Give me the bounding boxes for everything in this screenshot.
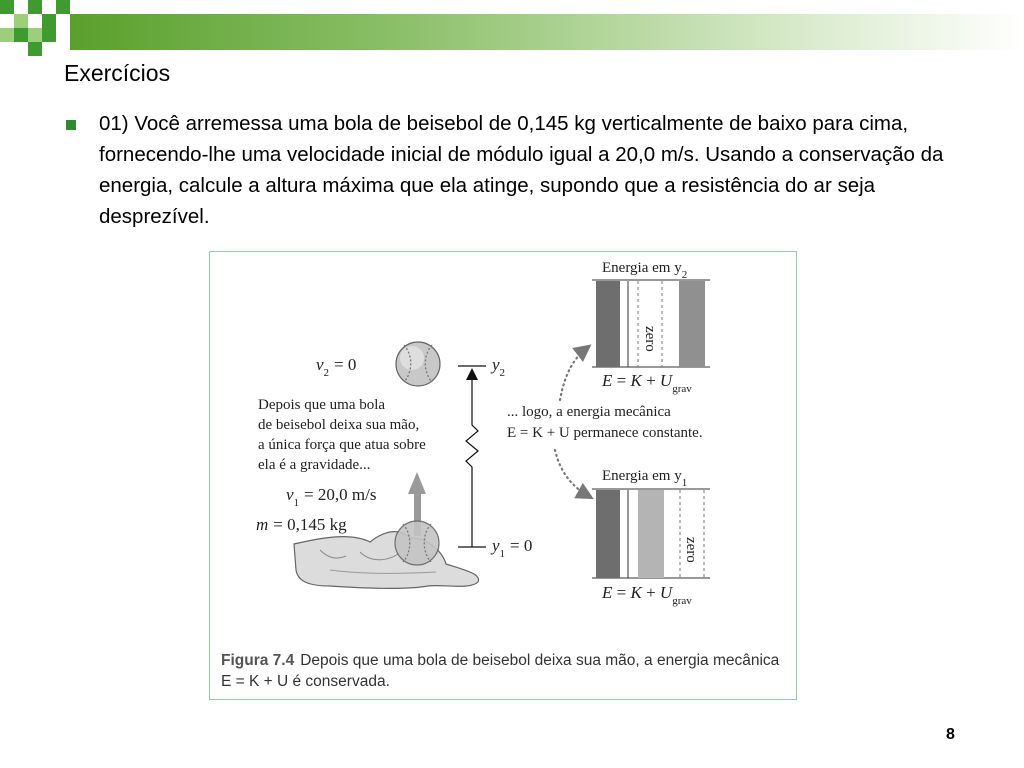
figure-7-4: [209, 251, 797, 700]
bottom-bar-K: [638, 490, 664, 578]
header-gradient-band: [70, 14, 1024, 50]
right-note-line-1: ... logo, a energia mecânica: [507, 404, 671, 420]
v2-label: $v_2 = 0$: [316, 355, 357, 379]
bottom-zero-label: zero: [683, 537, 699, 563]
top-zero-label: zero: [642, 326, 658, 352]
figure-caption: [221, 650, 791, 692]
right-note-line-2: E = K + U permanece constante.: [507, 425, 703, 441]
y1-label: $y_1 = 0$: [492, 536, 533, 560]
top-chart-equation: $E = K + U_{grav}$: [602, 371, 692, 395]
baseball-top-icon: [396, 342, 440, 386]
top-chart-title: Energia em $y_2$: [602, 260, 688, 281]
figure-illustration: [210, 252, 796, 699]
page-number: 8: [946, 726, 955, 743]
left-note: Depois que uma bola de beisebol deixa sua mão, a única força que atua sobre ela é a gravidade...: [258, 397, 426, 473]
mass-label: m = 0,145 kg: [256, 515, 347, 534]
slide-title: Exercícios: [64, 60, 171, 86]
top-bar-E: [596, 281, 620, 367]
top-bar-U: [679, 281, 705, 367]
hand-icon: [294, 532, 479, 589]
bottom-bar-E: [596, 490, 620, 578]
caption-label: Figura 7.4: [221, 652, 295, 669]
baseball-hand-icon: [395, 521, 439, 565]
height-arrow: [466, 374, 478, 547]
dotted-arrow-up: [560, 347, 588, 400]
dotted-arrow-down: [555, 450, 590, 497]
y2-label: $y_2$: [492, 355, 506, 379]
bottom-chart-equation: $E = K + U_{grav}$: [602, 583, 692, 607]
v1-label: $v_1 = 20,0$ m/s: [286, 485, 377, 509]
caption-text: Depois que uma bola de beisebol deixa sua mão, a energia mecânica E = K + U é conservada.: [221, 652, 780, 690]
exercise-text: 01) Você arremessa uma bola de beisebol de 0,145 kg verticalmente de baixo para cima, fornecendo-lhe uma velocidade inicial de módulo igual a 20,0 m/s. Usando a conservação da energia, calcule a altura máxima que ela atinge, supondo que a resistência do ar seja desprezível.: [99, 112, 944, 228]
bottom-chart-title: Energia em $y_1$: [602, 468, 688, 489]
bullet-square-icon: [66, 120, 76, 130]
